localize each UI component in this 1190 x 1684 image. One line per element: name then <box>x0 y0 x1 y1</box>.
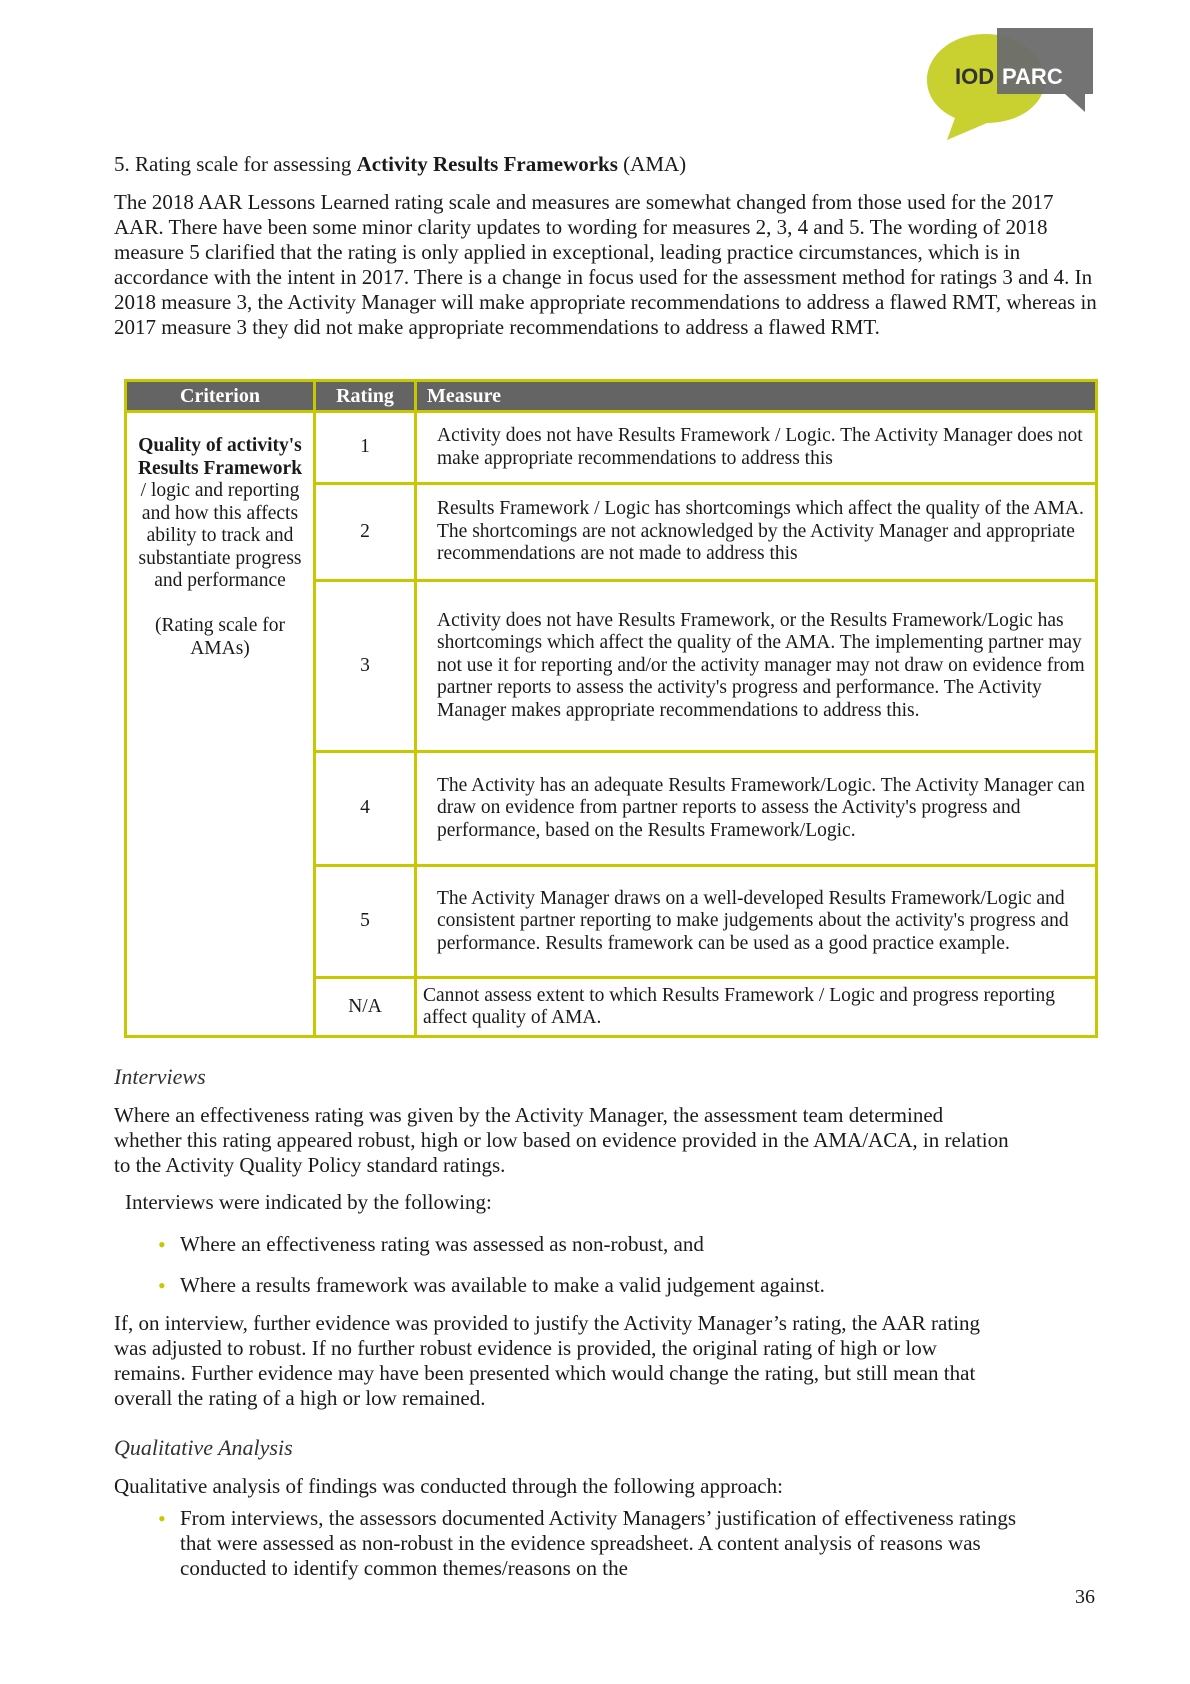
measure-cell: Results Framework / Logic has shortcomings which affect the quality of the AMA. The shortcomings are not acknowledged by the Activity Manager and appropriate recommendations are not made to address this <box>416 484 1097 581</box>
qualitative-paragraph: Qualitative analysis of findings was conducted through the following approach: <box>114 1474 783 1498</box>
iodparc-logo <box>925 28 1105 143</box>
rating-cell: 4 <box>315 752 416 866</box>
measure-cell: Cannot assess extent to which Results Framework / Logic and progress reporting affect quality of AMA. <box>416 978 1097 1037</box>
section-heading: 5. Rating scale for assessing Activity Results Frameworks (AMA) <box>114 152 687 176</box>
intro-paragraph: The 2018 AAR Lessons Learned rating scale and measures are somewhat changed from those used for the 2017 AAR. There have been some minor clarity updates to wording for measures 2, 3, 4 and 5. The wording of 2018 measure 5 clarified that the rating is only applied in exceptional, leading practice circumstances, which is in accordance with the intent in 2017. There is a change in focus used for the assessment method for ratings 3 and 4. In 2018 measure 3, the Activity Manager will make appropriate recommendations to address a flawed RMT, whereas in 2017 measure 3 they did not make appropriate recommendations to address a flawed RMT. <box>114 190 1097 339</box>
svg-text:PARC: PARC <box>1002 64 1063 89</box>
table-row <box>126 412 1097 484</box>
list-item: • Where a results framework was available to make a valid judgement against. <box>158 1273 825 1298</box>
interviews-heading: Interviews <box>114 1064 206 1089</box>
measure-cell: Activity does not have Results Framework / Logic. The Activity Manager does not make appropriate recommendations to address this <box>416 412 1097 484</box>
rating-cell: 3 <box>315 581 416 752</box>
criterion-cell: Quality of activity's Results Framework / logic and reporting and how this affects ability to track and substantiate progress and performance (Rating scale for AMAs) <box>126 412 315 1037</box>
bullet-icon: • <box>158 1232 166 1257</box>
qualitative-heading: Qualitative Analysis <box>114 1435 293 1460</box>
measure-cell: Activity does not have Results Framework, or the Results Framework/Logic has shortcomings which affect the quality of the AMA. The implementing partner may not use it for reporting and/or the activity manager may not draw on evidence from partner reports to assess the activity's progress and performance. The Activity Manager makes appropriate recommendations to address this. <box>416 581 1097 752</box>
rating-scale-table <box>124 379 1098 1038</box>
measure-cell: The Activity has an adequate Results Framework/Logic. The Activity Manager can draw on evidence from partner reports to assess the Activity's progress and performance, based on the Results Framework/Logic. <box>416 752 1097 866</box>
bullet-icon: • <box>158 1506 166 1531</box>
interviews-paragraph-2: Interviews were indicated by the following: <box>125 1190 492 1214</box>
header-rating: Rating <box>315 381 416 412</box>
bullet-icon: • <box>158 1273 166 1298</box>
table-header-row <box>126 381 1097 412</box>
rating-cell: 5 <box>315 866 416 978</box>
rating-cell: N/A <box>315 978 416 1037</box>
rating-cell: 2 <box>315 484 416 581</box>
list-item: • From interviews, the assessors documented Activity Managers’ justification of effectiveness ratings that were assessed as non-robust in the evidence spreadsheet. A content analysis of reasons was conducted to identify common themes/reasons on the <box>158 1506 1017 1580</box>
qualitative-bullets <box>114 1506 1034 1581</box>
header-measure: Measure <box>416 381 1097 412</box>
list-item: • Where an effectiveness rating was assessed as non-robust, and <box>158 1232 704 1257</box>
page-number: 36 <box>1075 1586 1095 1608</box>
svg-text:IOD: IOD <box>955 64 995 89</box>
interviews-paragraph-3: If, on interview, further evidence was provided to justify the Activity Manager’s rating, the AAR rating was adjusted to robust. If no further robust evidence is provided, the original rating of high or low remains. Further evidence may have been presented which would change the rating, but still mean that overall the rating of a high or low remained. <box>114 1311 981 1410</box>
header-criterion: Criterion <box>126 381 315 412</box>
rating-cell: 1 <box>315 412 416 484</box>
measure-cell: The Activity Manager draws on a well-developed Results Framework/Logic and consistent partner reporting to make judgements about the activity's progress and performance. Results framework can be used as a good practice example. <box>416 866 1097 978</box>
interviews-paragraph-1: Where an effectiveness rating was given by the Activity Manager, the assessment team determined whether this rating appeared robust, high or low based on evidence provided in the AMA/ACA, in relation to the Activity Quality Policy standard ratings. <box>114 1103 1009 1177</box>
interviews-bullets <box>114 1232 1074 1298</box>
